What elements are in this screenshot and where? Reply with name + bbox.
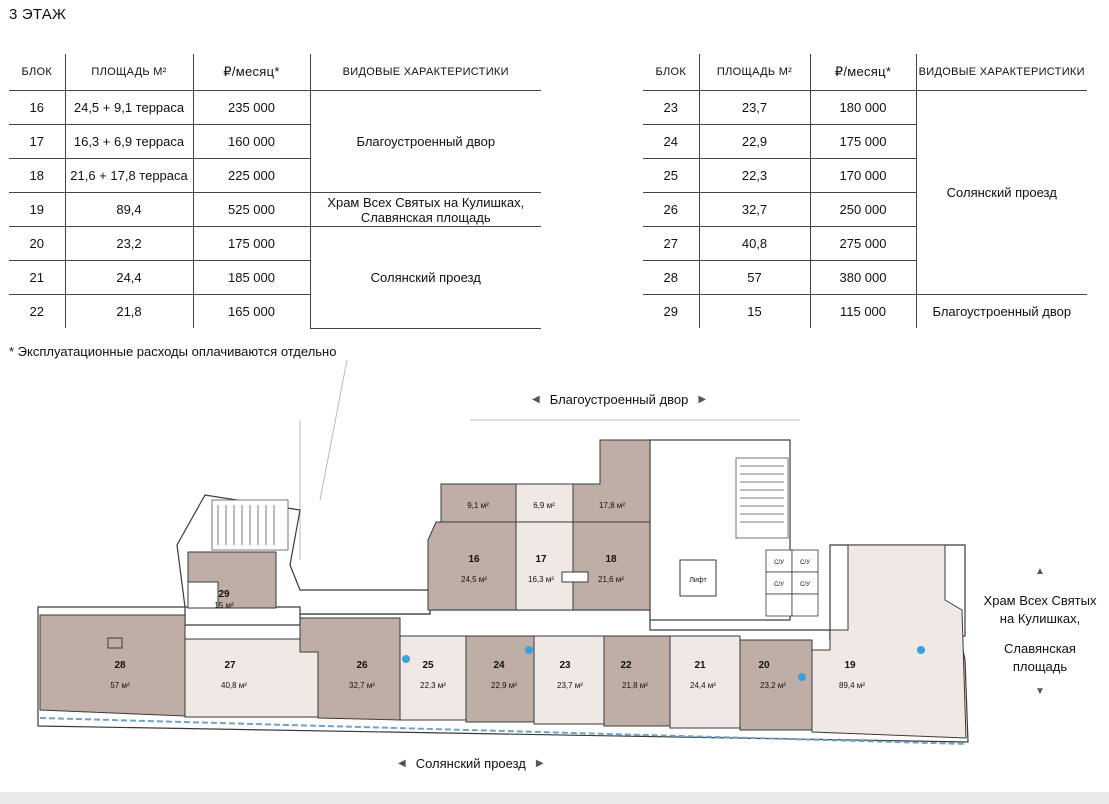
- cell-block: 21: [9, 261, 65, 295]
- table-row: [9, 227, 541, 261]
- cell-area: 15: [699, 295, 810, 329]
- cell-block: 29: [663, 304, 678, 319]
- cell-area: 21,6 + 17,8 терраса: [65, 159, 193, 193]
- table-row: [643, 295, 1087, 329]
- cell-block: 23: [643, 91, 699, 125]
- unit-area: 57 м²: [110, 681, 130, 690]
- wc-label: С/У: [800, 582, 810, 588]
- unit-area: 15 м²: [214, 601, 234, 610]
- side-label-line: на Кулишках,: [999, 611, 1081, 626]
- unit-number: 19: [844, 660, 856, 671]
- header-block: БЛОК: [643, 54, 699, 91]
- cell-price: 175 000: [193, 227, 310, 261]
- table-header-row: [9, 54, 541, 91]
- blocks-table-right: [643, 54, 1087, 328]
- cell-block: 28: [643, 261, 699, 295]
- blocks-table-left: [9, 54, 541, 329]
- floor-plan: [0, 360, 1109, 760]
- cell-price: 115 000: [810, 295, 916, 329]
- unit-number: 26: [356, 660, 368, 671]
- unit-number: 23: [559, 660, 571, 671]
- unit-24[interactable]: [466, 636, 534, 722]
- cell-area: 40,8: [699, 227, 810, 261]
- cell-area: 24,5 + 9,1 терраса: [65, 91, 193, 125]
- view-line: Славянская площадь: [360, 209, 491, 225]
- cell-price: 160 000: [193, 125, 310, 159]
- floor-title: 3 ЭТАЖ: [9, 6, 67, 23]
- side-label-line: площадь: [1012, 659, 1068, 674]
- unit-number: 25: [422, 660, 434, 671]
- lift-label: Лифт: [689, 577, 707, 584]
- cell-price: 175 000: [810, 125, 916, 159]
- top-view-text: Благоустроенный двор: [549, 392, 689, 407]
- cell-block: 17: [9, 125, 65, 159]
- unit-area: 40,8 м²: [221, 681, 247, 690]
- unit-23[interactable]: [534, 636, 604, 724]
- unit-area: 24,4 м²: [690, 681, 716, 690]
- unit-area: 16,3 м²: [528, 575, 554, 584]
- cell-area: 89,4: [65, 193, 193, 227]
- unit-27[interactable]: [185, 639, 318, 717]
- wc-label: С/У: [800, 560, 810, 566]
- unit-number: 18: [605, 554, 617, 565]
- stair-landing: [562, 572, 588, 582]
- side-view-label: [976, 592, 1104, 676]
- cell-block: 27: [643, 227, 699, 261]
- cell-price: 275 000: [810, 227, 916, 261]
- header-area: ПЛОЩАДЬ М²: [699, 54, 810, 91]
- unit-number: 20: [758, 660, 770, 671]
- cell-block: 16: [9, 91, 65, 125]
- stairs-right: [736, 458, 788, 538]
- unit-18[interactable]: [573, 522, 650, 610]
- unit-17[interactable]: [516, 522, 573, 610]
- triangle-right-icon: ▶: [535, 758, 544, 769]
- unit-area: 89,4 м²: [839, 681, 865, 690]
- cell-area: 21,8: [65, 295, 193, 329]
- cell-area: 24,4: [65, 261, 193, 295]
- triangle-left-icon: ◀: [532, 394, 540, 405]
- water-drop-icon: [798, 673, 806, 681]
- header-view: ВИДОВЫЕ ХАРАКТЕРИСТИКИ: [310, 54, 541, 91]
- table-row: [9, 193, 541, 227]
- cell-block: 19: [9, 193, 65, 227]
- unit-area: 23,7 м²: [557, 681, 583, 690]
- cell-price: 380 000: [810, 261, 916, 295]
- terrace-area: 9,1 м²: [467, 501, 489, 510]
- cell-view: [310, 193, 541, 227]
- header-area: ПЛОЩАДЬ М²: [65, 54, 193, 91]
- cell-block: 18: [9, 159, 65, 193]
- header-price: ₽/месяц*: [193, 54, 310, 91]
- water-drop-icon: [917, 646, 925, 654]
- terrace-area: 6,9 м²: [533, 501, 555, 510]
- cell-price: 180 000: [810, 91, 916, 125]
- cell-price: 185 000: [193, 261, 310, 295]
- unit-16[interactable]: [428, 522, 516, 610]
- unit-area: 21,6 м²: [598, 575, 624, 584]
- cell-block: 24: [643, 125, 699, 159]
- unit-number: 17: [535, 554, 547, 565]
- cell-block: 20: [9, 227, 65, 261]
- terrace-area: 17,8 м²: [599, 501, 625, 510]
- triangle-up-icon: ▲: [1035, 566, 1045, 577]
- wc-label: С/У: [774, 560, 784, 566]
- unit-number: 21: [694, 660, 706, 671]
- unit-number: 29: [218, 589, 230, 600]
- unit-area: 23,2 м²: [760, 681, 786, 690]
- header-price: ₽/месяц*: [810, 54, 916, 91]
- unit-28[interactable]: [40, 615, 185, 716]
- unit-area: 22,3 м²: [420, 681, 446, 690]
- unit-25[interactable]: [400, 636, 466, 720]
- unit-area: 24,5 м²: [461, 575, 487, 584]
- cell-area: 23,2: [65, 227, 193, 261]
- cell-price: 170 000: [810, 159, 916, 193]
- cell-area: 23,7: [699, 91, 810, 125]
- table-header-row: [643, 54, 1087, 91]
- cell-price: 225 000: [193, 159, 310, 193]
- triangle-down-icon: ▼: [1035, 686, 1045, 697]
- table-row: [9, 91, 541, 125]
- bottom-view-label: [398, 756, 544, 771]
- cell-price: 165 000: [193, 295, 310, 329]
- header-block: БЛОК: [9, 54, 65, 91]
- water-drop-icon: [402, 655, 410, 663]
- side-label-line: Славянская: [1004, 641, 1076, 656]
- view-line: Храм Всех Святых на Кулишках,: [327, 194, 525, 210]
- footnote: * Эксплуатационные расходы оплачиваются отдельно: [9, 344, 337, 359]
- cell-block: 26: [643, 193, 699, 227]
- triangle-right-icon: ▶: [698, 394, 707, 405]
- unit-area: 22,9 м²: [491, 681, 517, 690]
- bottom-band: [0, 792, 1109, 804]
- cell-price: 525 000: [193, 193, 310, 227]
- unit-area: 21,8 м²: [622, 681, 648, 690]
- cell-price: 235 000: [193, 91, 310, 125]
- unit-area: 32,7 м²: [349, 681, 375, 690]
- cell-view: Солянский проезд: [916, 91, 1087, 295]
- cell-block: 22: [29, 304, 44, 319]
- unit-number: 27: [224, 660, 236, 671]
- triangle-left-icon: ◀: [398, 758, 406, 769]
- cell-price: 250 000: [810, 193, 916, 227]
- cell-block: 25: [643, 159, 699, 193]
- cell-view: Солянский проезд: [310, 227, 541, 329]
- header-view: ВИДОВЫЕ ХАРАКТЕРИСТИКИ: [916, 54, 1087, 91]
- cell-area: 22,9: [699, 125, 810, 159]
- cell-area: 22,3: [699, 159, 810, 193]
- wc-label: С/У: [774, 582, 784, 588]
- water-drop-icon: [525, 646, 533, 654]
- stairs-left: [212, 500, 288, 550]
- unit-number: 16: [468, 554, 480, 565]
- cell-view: Благоустроенный двор: [916, 295, 1087, 329]
- unit-number: 22: [620, 660, 632, 671]
- side-label-line: Храм Всех Святых: [983, 593, 1097, 608]
- unit-number: 28: [114, 660, 126, 671]
- cell-area: 32,7: [699, 193, 810, 227]
- cell-area: 16,3 + 6,9 терраса: [65, 125, 193, 159]
- bottom-view-text: Солянский проезд: [415, 756, 526, 771]
- cell-view: Благоустроенный двор: [310, 91, 541, 193]
- cell-area: 57: [699, 261, 810, 295]
- unit-number: 24: [493, 660, 505, 671]
- table-row: [643, 91, 1087, 125]
